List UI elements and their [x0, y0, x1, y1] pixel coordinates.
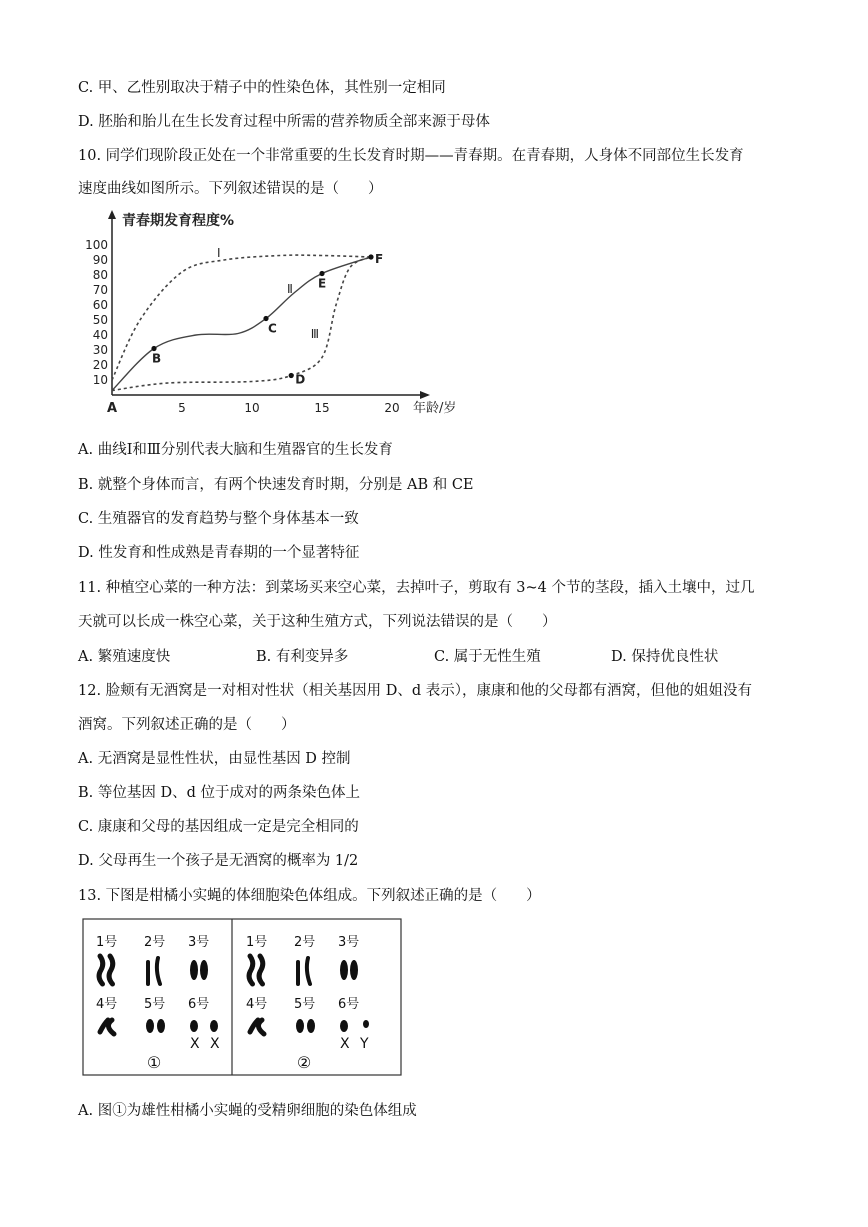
q11-option-c: C. 属于无性生殖 [434, 649, 541, 665]
question-11-line1: 11. 种植空心菜的一种方法：到菜场买来空心菜，去掉叶子，剪取有 3~4 个节的茎段，插入土壤中，过几 [78, 580, 755, 596]
y-tick-label: 30 [92, 343, 108, 357]
series-label-1: Ⅰ [217, 246, 221, 260]
chromosome-label: 6号 [188, 997, 210, 1012]
x-tick-label: 10 [244, 401, 260, 415]
x-tick-label: 20 [384, 401, 400, 415]
y-tick-label: 10 [92, 373, 108, 387]
y-tick-label: 80 [92, 268, 108, 282]
series-label-2: Ⅱ [287, 282, 293, 296]
chromosome-1a [249, 956, 253, 984]
chromosome-label: 2号 [144, 935, 166, 950]
chromosome-3a [190, 960, 198, 980]
q11-option-a: A. 繁殖速度快 [78, 649, 171, 665]
origin-label: A [106, 401, 118, 416]
question-10-line2: 速度曲线如图所示。下列叙述错误的是（ ） [78, 181, 383, 197]
y-tick-label: 50 [92, 313, 108, 327]
karyotype-figure [82, 918, 402, 1076]
point-E [319, 271, 324, 276]
chromosome-6a [340, 1020, 348, 1032]
point-label-F: F [375, 252, 384, 266]
q13-option-a: A. 图①为雄性柑橘小实蝇的受精卵细胞的染色体组成 [78, 1103, 417, 1119]
q11-option-b: B. 有利变异多 [256, 649, 349, 665]
chromosome-1b [259, 956, 263, 984]
chromosome-5b [307, 1019, 315, 1033]
chromosome-label: 3号 [188, 935, 210, 950]
series-label-3: Ⅲ [310, 327, 320, 341]
y-tick-label: 100 [85, 238, 108, 252]
q12-option-a: A. 无酒窝是显性性状，由显性基因 D 控制 [78, 751, 351, 767]
sex-chromosome-label: X [340, 1036, 350, 1052]
point-B [151, 346, 156, 351]
q11-option-d: D. 保持优良性状 [611, 649, 719, 665]
y-tick-label: 20 [92, 358, 108, 372]
chromosome-label: 6号 [338, 997, 360, 1012]
chromosome-5a [146, 1019, 154, 1033]
point-label-E: E [318, 276, 327, 291]
y-tick-label: 90 [92, 253, 108, 267]
chromosome-3a [340, 960, 348, 980]
question-12-line2: 酒窝。下列叙述正确的是（ ） [78, 717, 296, 733]
chromosome-label: 4号 [96, 997, 118, 1012]
x-tick-label: 15 [314, 401, 330, 415]
y-tick-label: 40 [92, 328, 108, 342]
sex-chromosome-label: X [190, 1036, 200, 1052]
chromosome-label: 4号 [246, 997, 268, 1012]
panel-caption: ① [146, 1053, 162, 1072]
point-label-D: D [295, 372, 306, 387]
chromosome-6b [210, 1020, 218, 1032]
chromosome-label: 1号 [246, 935, 268, 950]
text-d9: D. 胚胎和胎儿在生长发育过程中所需的营养物质全部来源于母体 [78, 114, 490, 130]
x-tick-label: 5 [178, 401, 186, 415]
chromosome-label: 2号 [294, 935, 316, 950]
x-axis-label: 年龄/岁 [413, 401, 457, 416]
chromosome-6a [190, 1020, 198, 1032]
chromosome-label: 1号 [96, 935, 118, 950]
y-axis-arrow [108, 210, 116, 219]
chromosome-label: 5号 [294, 997, 316, 1012]
q10-option-d: D. 性发育和性成熟是青春期的一个显著特征 [78, 545, 360, 561]
q10-option-a: A. 曲线Ⅰ和Ⅲ分别代表大脑和生殖器官的生长发育 [78, 442, 393, 458]
x-axis-arrow [420, 391, 430, 399]
q10-option-c: C. 生殖器官的发育趋势与整个身体基本一致 [78, 511, 359, 527]
text-c9: C. 甲、乙性别取决于精子中的性染色体，其性别一定相同 [78, 80, 446, 96]
chromosome-1a [99, 956, 103, 984]
point-label-C: C [268, 321, 277, 336]
question-13: 13. 下图是柑橘小实蝇的体细胞染色体组成。下列叙述正确的是（ ） [78, 888, 541, 904]
q10-option-b: B. 就整个身体而言，有两个快速发育时期，分别是 AB 和 CE [78, 477, 474, 493]
chromosome-3b [200, 960, 208, 980]
question-12-line1: 12. 脸颊有无酒窝是一对相对性状（相关基因用 D、d 表示），康康和他的父母都有酒窝，但他的姐姐没有 [78, 683, 753, 699]
growth-chart [80, 205, 480, 425]
q12-option-d: D. 父母再生一个孩子是无酒窝的概率为 1/2 [78, 853, 359, 869]
chromosome-5b [157, 1019, 165, 1033]
chromosome-3b [350, 960, 358, 980]
chromosome-6b [363, 1020, 369, 1028]
y-tick-label: 70 [92, 283, 108, 297]
point-C [263, 316, 268, 321]
question-11-line2: 天就可以长成一株空心菜，关于这种生殖方式，下列说法错误的是（ ） [78, 614, 557, 630]
q12-option-b: B. 等位基因 D、d 位于成对的两条染色体上 [78, 785, 360, 801]
chromosome-label: 3号 [338, 935, 360, 950]
series-line-3 [112, 257, 371, 391]
question-10-line1: 10. 同学们现阶段正处在一个非常重要的生长发育时期——青春期。在青春期，人身体不同部位生长发育 [78, 148, 744, 164]
point-D [289, 373, 294, 378]
sex-chromosome-label: Y [360, 1036, 369, 1052]
q12-option-c: C. 康康和父母的基因组成一定是完全相同的 [78, 819, 359, 835]
point-F [368, 254, 373, 259]
point-label-B: B [152, 351, 162, 366]
sex-chromosome-label: X [210, 1036, 220, 1052]
chromosome-5a [296, 1019, 304, 1033]
panel-caption: ② [296, 1053, 312, 1072]
y-tick-label: 60 [92, 298, 108, 312]
chromosome-1b [109, 956, 113, 984]
chart-title: 青春期发育程度% [122, 213, 235, 229]
chromosome-label: 5号 [144, 997, 166, 1012]
